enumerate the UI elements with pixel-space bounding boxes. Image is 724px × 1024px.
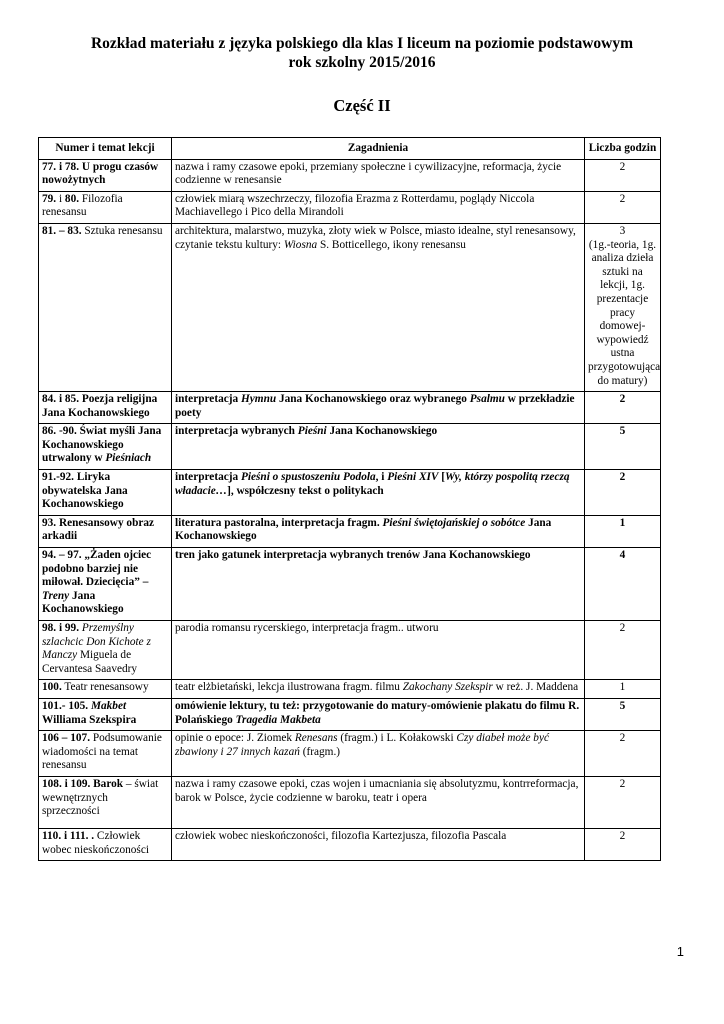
topics-cell: nazwa i ramy czasowe epoki, przemiany społeczne i cywilizacyjne, reformacja, życie codzienne w renesansie [172,159,585,191]
work-title: Pieśni o spustoszeniu Podola [240,471,376,484]
table-row [39,731,661,777]
table-row [39,698,661,730]
table-row [39,470,661,516]
lesson-cell [39,731,172,777]
lesson-cell [39,698,172,730]
topics-text: ], współczesny tekst o politykach [227,484,384,497]
document-title [0,34,724,72]
topics-cell [172,392,585,424]
table-row [39,621,661,680]
topics-text: w reż. J. Maddena [492,681,579,694]
page-number: 1 [676,944,684,959]
topics-text: Jana Kochanowskiego oraz wybranego [276,393,470,406]
lesson-topic: Filozofia renesansu [42,192,123,219]
lesson-number: 101.- 105. [42,699,91,712]
hours-cell: 2 [585,621,661,680]
topics-cell: człowiek miarą wszechrzeczy, filozofia Erazma z Rotterdamu, poglądy Niccola Machiavellego i Pico della Mirandoli [172,191,585,223]
topics-cell [172,470,585,516]
header-hours: Liczba godzin [585,138,661,160]
table-row [39,776,661,828]
lesson-topic: Człowiek wobec nieskończoności [42,829,149,856]
table-row [39,191,661,223]
work-title: Renesans [294,732,338,745]
lesson-number: 81. – 83. [42,224,82,237]
lesson-number: 79. [42,192,57,205]
topics-cell: nazwa i ramy czasowe epoki, czas wojen i umacniania się absolutyzmu, kontrreformacja, barok w Polsce, życie codzienne w baroku, teatr i opera [172,776,585,828]
topics-cell: człowiek wobec nieskończoności, filozofia Kartezjusza, filozofia Pascala [172,828,585,860]
hours-cell: 2 [585,392,661,424]
lesson-topic: Jana Kochanowskiego [42,589,124,616]
header-lesson-number: Numer i temat lekcji [39,138,172,160]
work-title: Wiosna [283,238,318,251]
hours-cell: 2 [585,731,661,777]
lesson-cell [39,621,172,680]
table-row [39,392,661,424]
lesson-number: 100. [42,681,62,694]
topics-text: teatr elżbietański, lekcja ilustrowana fragm. filmu [175,681,403,694]
topics-text: , i [375,471,388,484]
lesson-cell [39,223,172,391]
lesson-cell [39,680,172,699]
work-title: Pieśniach [105,452,152,465]
lesson-topic: 86. -90. Świat myśli Jana Kochanowskiego utrwalony w [42,425,162,465]
title-line-2: rok szkolny 2015/2016 [288,54,436,71]
lesson-number: 108. i 109. Barok [42,777,124,790]
table-row [39,223,661,391]
topics-cell: parodia romansu rycerskiego, interpretacja fragm.. utworu [172,621,585,680]
lesson-plan-table [38,137,661,861]
table-row [39,548,661,621]
lesson-topic: 94. – 97. „Żaden ojciec podobno barziej nie miłował. Dziecięcia” – [42,549,152,589]
topics-text: interpretacja [175,393,241,406]
topics-text: w przekładzie poety [175,393,575,419]
lesson-cell [39,159,172,191]
work-title: Psalmu [469,393,505,406]
work-title: Pieśni [297,425,327,438]
topics-cell [172,731,585,777]
topics-text: interpretacja wybranych [175,425,298,438]
hours-note: (1g.-teoria, 1g. analiza dzieła sztuki na lekcji, 1g. prezentacje pracy domowej- wypowiedź ustna przygotowująca do matury) [588,238,661,387]
topics-text: Jana Kochanowskiego [326,425,438,438]
work-title: Zakochany Szekspir [402,681,493,694]
topics-cell [172,223,585,391]
work-title: Wy, którzy pospolitą rzeczą władacie… [175,471,570,497]
lesson-topic: Podsumowanie wiadomości na temat renesansu [42,732,162,772]
topics-text: architektura, malarstwo, muzyka, złoty wiek w Polsce, miasto idealne, styl renesansowy, czytanie tekstu kultury: [175,224,576,251]
hours-cell: 5 [585,424,661,470]
hours-value: 3 [619,224,626,237]
table-row [39,424,661,470]
work-title: Hymnu [240,393,277,406]
lesson-cell: 91.-92. Liryka obywatelska Jana Kochanowskiego [39,470,172,516]
work-title: Makbet [90,699,127,712]
hours-cell: 2 [585,776,661,828]
topics-text: literatura pastoralna, interpretacja fragm. [175,516,383,529]
lesson-topic: Williama Szekspira [42,713,137,726]
lesson-topic: Miguela de Cervantesa Saavedry [42,649,138,675]
lesson-cell: 93. Renesansowy obraz arkadii [39,515,172,547]
work-title: Pieśni świętojańskiej o sobótce [382,516,526,529]
work-title: Pieśni XIV [387,471,439,484]
topics-cell [172,515,585,547]
table-row [39,680,661,699]
work-title: Czy diabeł może być zbawiony i 27 innych kazań [175,732,549,758]
hours-cell: 1 [585,680,661,699]
lesson-conj: i [56,192,65,205]
title-line-1: Rozkład materiału z języka polskiego dla klas I liceum na poziomie podstawowym [90,35,634,52]
document-subtitle: Część II [333,96,391,115]
lesson-cell [39,548,172,621]
topics-text: opinie o epoce: J. Ziomek [175,732,295,745]
hours-cell: 2 [585,191,661,223]
lesson-number: 98. i 99. [42,622,80,634]
lesson-topic: U progu czasów nowożytnych [42,160,159,187]
topics-text: [ [438,471,446,484]
hours-cell: 2 [585,470,661,516]
work-title: Tragedia Makbeta [235,713,321,726]
topics-text: (fragm.) i L. Kołakowski [337,732,457,745]
table-row [39,515,661,547]
lesson-topic: Sztuka renesansu [81,224,163,237]
lesson-number: 110. i 111. . [42,829,95,842]
topics-cell [172,698,585,730]
lesson-topic: – świat wewnętrznych sprzeczności [42,777,159,818]
topics-cell: tren jako gatunek interpretacja wybranych trenów Jana Kochanowskiego [172,548,585,621]
hours-cell: 1 [585,515,661,547]
topics-cell [172,424,585,470]
header-topics: Zagadnienia [172,138,585,160]
topics-text: (fragm.) [299,745,341,758]
lesson-cell [39,776,172,828]
hours-cell: 5 [585,698,661,730]
hours-cell: 4 [585,548,661,621]
lesson-number: 77. i 78. [42,160,80,173]
lesson-number-b: 80. [64,192,80,205]
hours-cell [585,223,661,391]
lesson-cell: 84. i 85. Poezja religijna Jana Kochanowskiego [39,392,172,424]
topics-text: interpretacja [175,471,241,484]
hours-cell: 2 [585,828,661,860]
table-header-row [39,138,661,160]
lesson-cell [39,191,172,223]
work-title: Treny [42,589,70,602]
table-row [39,828,661,860]
topics-cell [172,680,585,699]
lesson-topic: Teatr renesansowy [61,681,149,694]
lesson-cell [39,424,172,470]
topics-text: S. Botticellego, ikony renesansu [317,238,466,251]
lesson-cell [39,828,172,860]
work-title: Przemyślny szlachcic Don Kichote z Manczy [42,622,151,662]
hours-cell: 2 [585,159,661,191]
lesson-number: 106 – 107. [42,732,91,745]
topics-text: omówienie lektury, tu też: przygotowanie do matury-omówienie plakatu do filmu R. Polańskiego [175,699,580,726]
topics-text: Jana Kochanowskiego [175,516,552,543]
table-row [39,159,661,191]
